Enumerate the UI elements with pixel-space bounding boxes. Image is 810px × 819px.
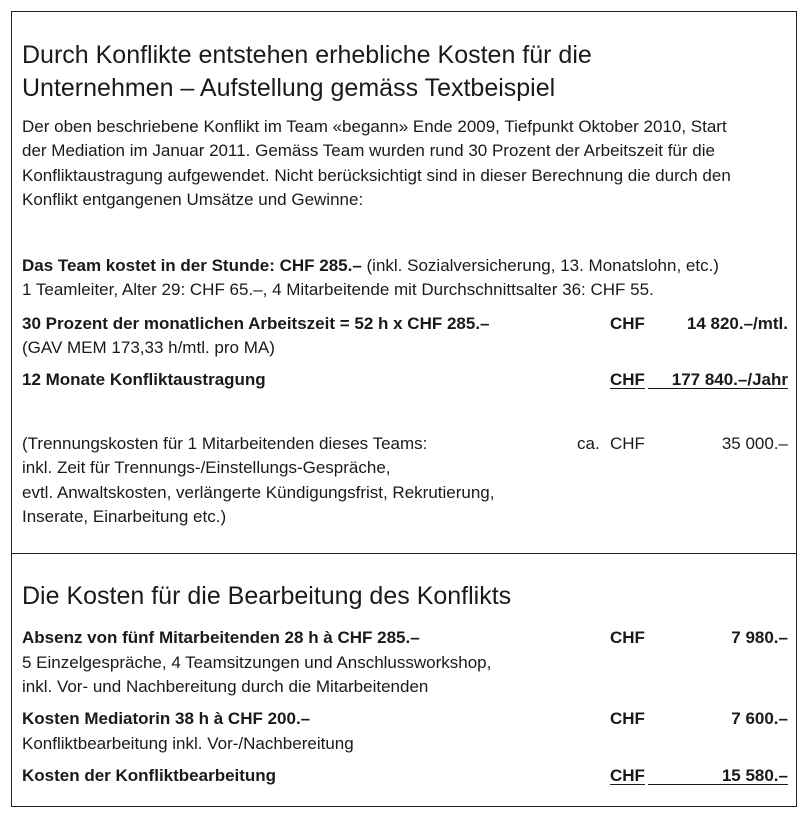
mediator-label: Kosten Mediatorin 38 h à CHF 200.– <box>22 709 311 728</box>
section-divider <box>11 553 797 554</box>
section1-title-line2: Unternehmen – Aufstellung gemäss Textbeispiel <box>22 74 556 102</box>
team-cost-bold: Das Team kostet in der Stunde: CHF 285.– <box>22 256 362 275</box>
total-currency: CHF <box>610 766 645 785</box>
absence-label: Absenz von fünf Mitarbeitenden 28 h à CHF 285.– <box>22 628 420 647</box>
monthly-label: 30 Prozent der monatlichen Arbeitszeit = 52 h x CHF 285.– <box>22 314 490 333</box>
separation-line-4: Inserate, Einarbeitung etc.) <box>22 507 227 526</box>
intro-line-4: Konflikt entgangenen Umsätze und Gewinne: <box>22 190 364 209</box>
total-amount: 15 580.– <box>721 766 788 785</box>
separation-line-2: inkl. Zeit für Trennungs-/Einstellungs-Gespräche, <box>22 458 391 477</box>
separation-currency: CHF <box>610 434 645 453</box>
section2-title: Die Kosten für die Bearbeitung des Konflikts <box>22 582 512 610</box>
team-cost-line <box>22 254 719 277</box>
mediator-amount: 7 600.– <box>731 709 788 728</box>
intro-line-1: Der oben beschriebene Konflikt im Team «begann» Ende 2009, Tiefpunkt Oktober 2010, Start <box>22 117 727 136</box>
yearly-label: 12 Monate Konfliktaustragung <box>22 370 266 389</box>
intro-line-3: Konfliktaustragung aufgewendet. Nicht berücksichtigt sind in dieser Berechnung die durch den <box>22 166 731 185</box>
section1-title-line1: Durch Konflikte entstehen erhebliche Kosten für die <box>22 41 592 69</box>
yearly-amount: 177 840.–/Jahr <box>671 370 788 389</box>
separation-amount: 35 000.– <box>721 434 788 453</box>
absence-currency: CHF <box>610 628 645 647</box>
intro-line-2: der Mediation im Januar 2011. Gemäss Team wurden rund 30 Prozent der Arbeitszeit für die <box>22 141 715 160</box>
separation-approx: ca. <box>577 434 600 453</box>
separation-line-3: evtl. Anwaltskosten, verlängerte Kündigungsfrist, Rekrutierung, <box>22 483 495 502</box>
mediator-sub: Konfliktbearbeitung inkl. Vor-/Nachbereitung <box>22 734 354 753</box>
monthly-sub: (GAV MEM 173,33 h/mtl. pro MA) <box>22 338 275 357</box>
absence-sub-1: 5 Einzelgespräche, 4 Teamsitzungen und Anschlussworkshop, <box>22 653 492 672</box>
team-cost-rest: (inkl. Sozialversicherung, 13. Monatslohn, etc.) <box>361 256 719 275</box>
separation-line-1: (Trennungskosten für 1 Mitarbeitenden dieses Teams: <box>22 434 428 453</box>
team-cost-line2: 1 Teamleiter, Alter 29: CHF 65.–, 4 Mitarbeitende mit Durchschnittsalter 36: CHF 55. <box>22 280 654 299</box>
monthly-currency: CHF <box>610 314 645 333</box>
monthly-amount: 14 820.–/mtl. <box>686 314 788 333</box>
total-label: Kosten der Konfliktbearbeitung <box>22 766 277 785</box>
yearly-currency: CHF <box>610 370 645 389</box>
absence-amount: 7 980.– <box>731 628 788 647</box>
mediator-currency: CHF <box>610 709 645 728</box>
absence-sub-2: inkl. Vor- und Nachbereitung durch die Mitarbeitenden <box>22 677 429 696</box>
